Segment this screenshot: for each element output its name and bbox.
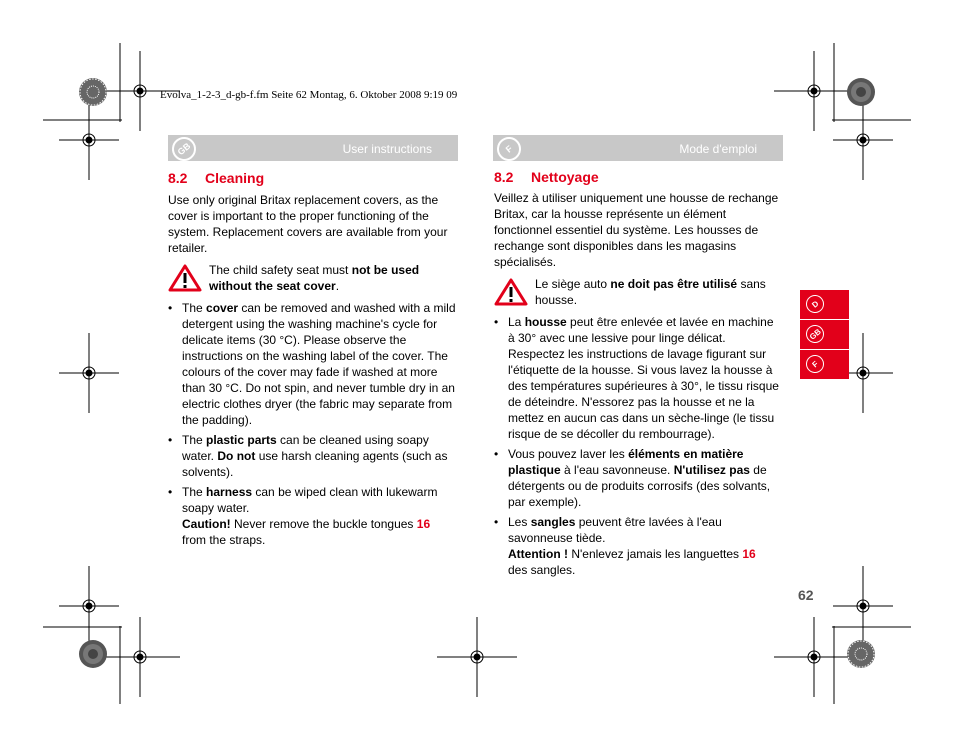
text: from the straps.: [182, 533, 266, 547]
header-title: Mode d'emploi: [679, 142, 757, 156]
warning-icon: [494, 278, 528, 306]
list-item: [168, 300, 458, 428]
warning-icon: [168, 264, 202, 292]
warning-end: sans housse.: [535, 277, 766, 307]
text: use harsh cleaning agents (such as solvents).: [182, 449, 448, 479]
f-badge: F: [492, 132, 526, 166]
section-number: 8.2: [168, 170, 188, 186]
text: Les: [508, 515, 531, 529]
caution-label: Attention !: [508, 547, 568, 561]
warning-text: The child safety seat must: [209, 263, 352, 277]
warning-text: Le siège auto: [535, 277, 611, 291]
text: des sangles.: [508, 563, 576, 577]
side-tab-f[interactable]: [800, 350, 849, 379]
section-title: Nettoyage: [531, 169, 599, 185]
right-column: [494, 190, 782, 582]
text: The: [182, 485, 207, 499]
text: peuvent être lavées à l'eau savonneuse tiède.: [508, 515, 722, 545]
term: harness: [206, 485, 253, 499]
term: cover: [206, 301, 239, 315]
text: The: [182, 433, 207, 447]
text: Vous pouvez laver les: [508, 447, 629, 461]
list-item: [168, 432, 458, 480]
term: housse: [524, 315, 567, 329]
gb-badge: GB: [167, 132, 201, 166]
page-number: 62: [798, 587, 814, 603]
text: Never remove the buckle tongues: [230, 517, 417, 531]
term: sangles: [530, 515, 576, 529]
tab-label: GB: [802, 321, 827, 346]
left-column: [168, 192, 458, 552]
list-item: [168, 484, 458, 548]
text: The: [182, 301, 207, 315]
file-info: Evolva_1-2-3_d-gb-f.fm Seite 62 Montag, 6. Oktober 2008 9:19 09: [160, 89, 458, 101]
term: plastic parts: [206, 433, 277, 447]
warning-box: [494, 276, 782, 310]
warning-end: .: [335, 279, 340, 293]
text: à l'eau savonneuse.: [560, 463, 674, 477]
text: La: [508, 315, 525, 329]
header-bar-f: [493, 135, 783, 161]
section-heading: [494, 169, 599, 185]
part-reference: 16: [416, 517, 431, 531]
tab-label: D: [802, 291, 827, 316]
caution-label: Caution!: [182, 517, 231, 531]
intro-paragraph: Veillez à utiliser uniquement une housse de rechange Britax, car la housse représente un élément fonctionnel essentiel du système. Les housses de rechange sont disponibles dans les magasins spécialisés.: [494, 191, 779, 269]
text: de détergents ou de produits corrosifs (des solvants, par exemple).: [508, 463, 771, 509]
term: Do not: [217, 449, 256, 463]
section-title: Cleaning: [205, 170, 265, 186]
intro-paragraph: Use only original Britax replacement covers, as the cover is important to the proper functioning of the system. Replacement covers are available from your retailer.: [168, 193, 448, 255]
term: éléments en matière plastique: [508, 447, 744, 477]
text: N'enlevez jamais les languettes: [567, 547, 743, 561]
section-heading: [168, 170, 264, 186]
text: can be cleaned using soapy water.: [182, 433, 429, 463]
header-bar-gb: [168, 135, 458, 161]
section-number: 8.2: [494, 169, 514, 185]
text: peut être enlevée et lavée en machine à 30° avec une lessive pour linge délicat. Respectez les instructions de lavage figurant sur l'étiquette de la housse. Si vous lavez la housse à des températures supérieures à 30°, le tissu risque de déteindre. N'essorez pas la housse et ne la mettez en aucun cas dans un sèche-linge (le tissu risque de se décoller du rembourrage).: [508, 315, 779, 441]
side-tab-gb[interactable]: [800, 320, 849, 349]
text: can be wiped clean with lukewarm soapy water.: [182, 485, 438, 515]
text: can be removed and washed with a mild detergent using the washing machine's cycle for delicate items (30 °C). Please observe the instructions on the washing label of the cover. The colours of the cover may fade if washed at more than 30 °C. Do not spin, and never tumble dry in an electric clothes dryer (the fabric may separate from the padding).: [182, 301, 456, 427]
list-item: [494, 514, 782, 578]
warning-bold: not be used without the seat cover: [209, 263, 420, 293]
side-tab-d[interactable]: [800, 290, 849, 319]
part-reference: 16: [742, 547, 756, 561]
warning-box: [168, 262, 458, 296]
term: N'utilisez pas: [673, 463, 750, 477]
list-item: [494, 446, 782, 510]
tab-label: F: [802, 351, 827, 376]
warning-bold: ne doit pas être utilisé: [610, 277, 738, 291]
list-item: [494, 314, 782, 442]
header-title: User instructions: [342, 142, 432, 156]
